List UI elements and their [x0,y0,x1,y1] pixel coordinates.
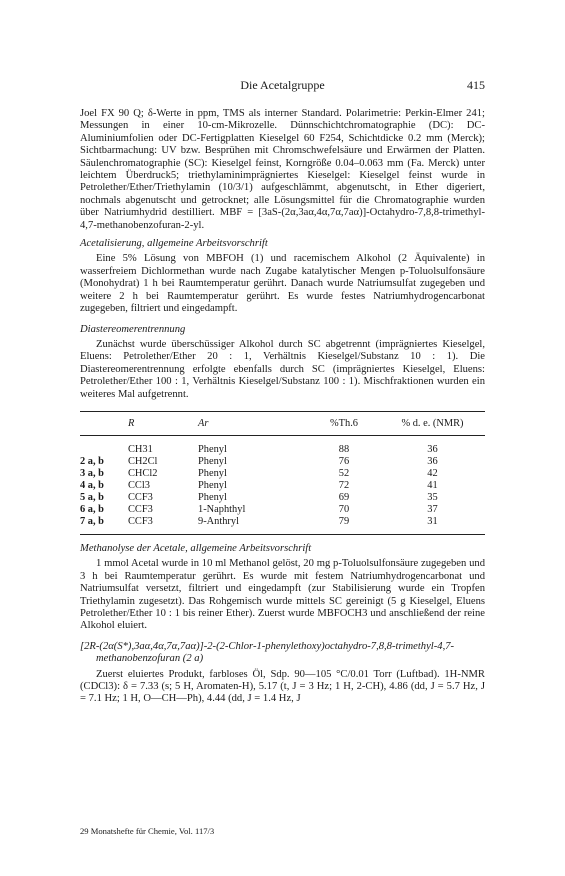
cell-th: 79 [338,515,350,527]
running-title: Die Acetalgruppe [240,78,325,92]
cell-r: CCl3 [128,479,150,491]
cell-de: 36 [427,455,438,467]
table-row [80,516,485,534]
cell-ar: 9-Anthryl [198,515,239,527]
cell-de: 35 [427,491,438,503]
cell-id: 6 a, b [80,503,104,515]
cell-th: 70 [338,503,350,515]
page-body [80,108,485,706]
results-table [80,411,485,535]
cell-ar: Phenyl [198,491,227,503]
section-text-acetalisierung: Eine 5% Lösung von MBFOH (1) und racemischem Alkohol (2 Äquivalente) in wasserfreiem Dichlormethan wurde nach Zugabe katalytischer Mengen p-Toluolsulfonsäure (Monohydrat) 1 h bei Raumtemperatur gerührt. Danach wurde Natriumsulfat zugegeben und weitere 2 h bei Raumtemperatur gerührt. Es wurde festes Natriumhydrogencarbonat zugegeben, filtriert und eingedampft. [80,253,485,315]
cell-ar: Phenyl [198,479,227,491]
cell-id: 7 a, b [80,515,104,527]
table-header-row [80,412,485,436]
cell-de: 37 [427,503,438,515]
cell-de: 42 [427,467,438,479]
header-de: % d. e. (NMR) [380,412,485,436]
section-text-diastereomerentrennung: Zunächst wurde überschüssiger Alkohol durch SC abgetrennt (imprägniertes Kieselgel, Eluens: Petrolether/Ether 20 : 1, Verhältnis Kieselgel/Substanz 10 : 1). Die Diastereomerentrennung erfolgte ebenfalls durch SC (imprägniertes Kieselgel, Eluens: Petrolether/Ether 100 : 1, Verhältnis Kieselgel/Substanz 100 : 1). Mischfraktionen wurden ein weiteres Mal aufgetrennt. [80,338,485,400]
section-heading-diastereomerentrennung: Diastereomerentrennung [80,323,186,335]
cell-de: 41 [427,479,438,491]
cell-r: CH2Cl [128,455,158,467]
header-ar: Ar [198,412,308,436]
table-row [80,435,485,456]
cell-de: 36 [427,443,438,455]
cell-id [80,435,128,456]
cell-id: 4 a, b [80,479,104,491]
section-heading-acetalisierung: Acetalisierung, allgemeine Arbeitsvorschrift [80,238,268,250]
page-footer: 29 Monatshefte für Chemie, Vol. 117/3 [80,826,215,836]
cell-r: CH31 [128,443,153,455]
header-id [80,412,128,436]
cell-id: 2 a, b [80,455,104,467]
header-th: %Th.6 [308,412,380,436]
cell-th: 88 [338,443,350,455]
intro-paragraph: Joel FX 90 Q; δ-Werte in ppm, TMS als interner Standard. Polarimetrie: Perkin-Elmer 241; Messungen in einer 10-cm-Mikrozelle. Dünnschichtchromatographie (DC): DC-Aluminiumfolien oder DC-Fertigplatten Kieselgel 60 F254, Schichtdicke 0.2 mm (Merck); Sichtbarmachung: UV bzw. Besprühen mit Chromschwefelsäure und Erwärmen der Platten. Säulenchromatographie (SC): Kieselgel feinst, Korngröße 0.04–0.063 mm (Fa. Merck) unter leichtem Überdruck5; triethylaminimprägniertes Kieselgel: Kieselgel feinst wurde in Petrolether/Ether/Triethylamin (10/3/1) aufgeschlämmt, abgenutscht, in Ether digeriert, nochmals abgenutscht und getrocknet; alle Lösungsmittel für die Chromatographie wurden über Natriumhydrid destilliert. MBF = [3aS-(2α,3aα,4α,7α,7aα)]-Octahydro-7,8,8-trimethyl-4,7-methanobenzofuran-2-yl. [80,108,485,231]
cell-th: 76 [338,455,350,467]
table-row [80,468,485,480]
compound-description: Zuerst eluiertes Produkt, farbloses Öl, Sdp. 90—105 °C/0.01 Torr (Luftbad). 1H-NMR (CDCl3): δ = 7.33 (s; 5 H, Aromaten-H), 5.17 (t, J = 3 Hz; 1 H, 2-CH), 4.86 (dd, J = 5.7 Hz, J = 7.1 Hz; 1 H, O—CH—Ph), 4.44 (dd, J = 1.4 Hz, J [80,668,485,705]
cell-id: 5 a, b [80,491,104,503]
cell-th: 52 [338,467,350,479]
header-r: R [128,412,198,436]
cell-th: 72 [338,479,350,491]
running-header [80,78,485,94]
table-row [80,492,485,504]
cell-ar: Phenyl [198,443,227,455]
table-row [80,504,485,516]
section-heading-methanolyse: Methanolyse der Acetale, allgemeine Arbeitsvorschrift [80,542,312,554]
compound-heading: [2R-(2α(S*),3aα,4α,7α,7aα)]-2-(2-Chlor-1-phenylethoxy)octahydro-7,8,8-trimethyl-4,7-methanobenzofuran (2 a) [80,640,455,665]
page-number: 415 [467,78,485,92]
table-row [80,480,485,492]
cell-th: 69 [338,491,350,503]
section-text-methanolyse: 1 mmol Acetal wurde in 10 ml Methanol gelöst, 20 mg p-Toluolsulfonsäure zugegeben und 3 h bei Raumtemperatur gerührt. Es wurde mit festem Natriumhydrogencarbonat und Natriumsulfat versetzt, filtriert und eingedampft (zur Stabilisierung wurde ein Tropfen Triethylamin zugesetzt). Das Rohgemisch wurde mittels SC gereinigt (5 g Kieselgel, Eluens Petrolether/Ether 10 : 1 bis reiner Ether). Zuerst wurde MBFOCH3 und anschließend der reine Alkohol eluiert. [80,558,485,632]
table-row [80,456,485,468]
cell-ar: 1-Naphthyl [198,503,246,515]
cell-de: 31 [427,515,438,527]
cell-ar: Phenyl [198,467,227,479]
cell-r: CCF3 [128,491,153,503]
cell-ar: Phenyl [198,455,227,467]
cell-r: CHCl2 [128,467,158,479]
cell-r: CCF3 [128,515,153,527]
cell-id: 3 a, b [80,467,104,479]
cell-r: CCF3 [128,503,153,515]
